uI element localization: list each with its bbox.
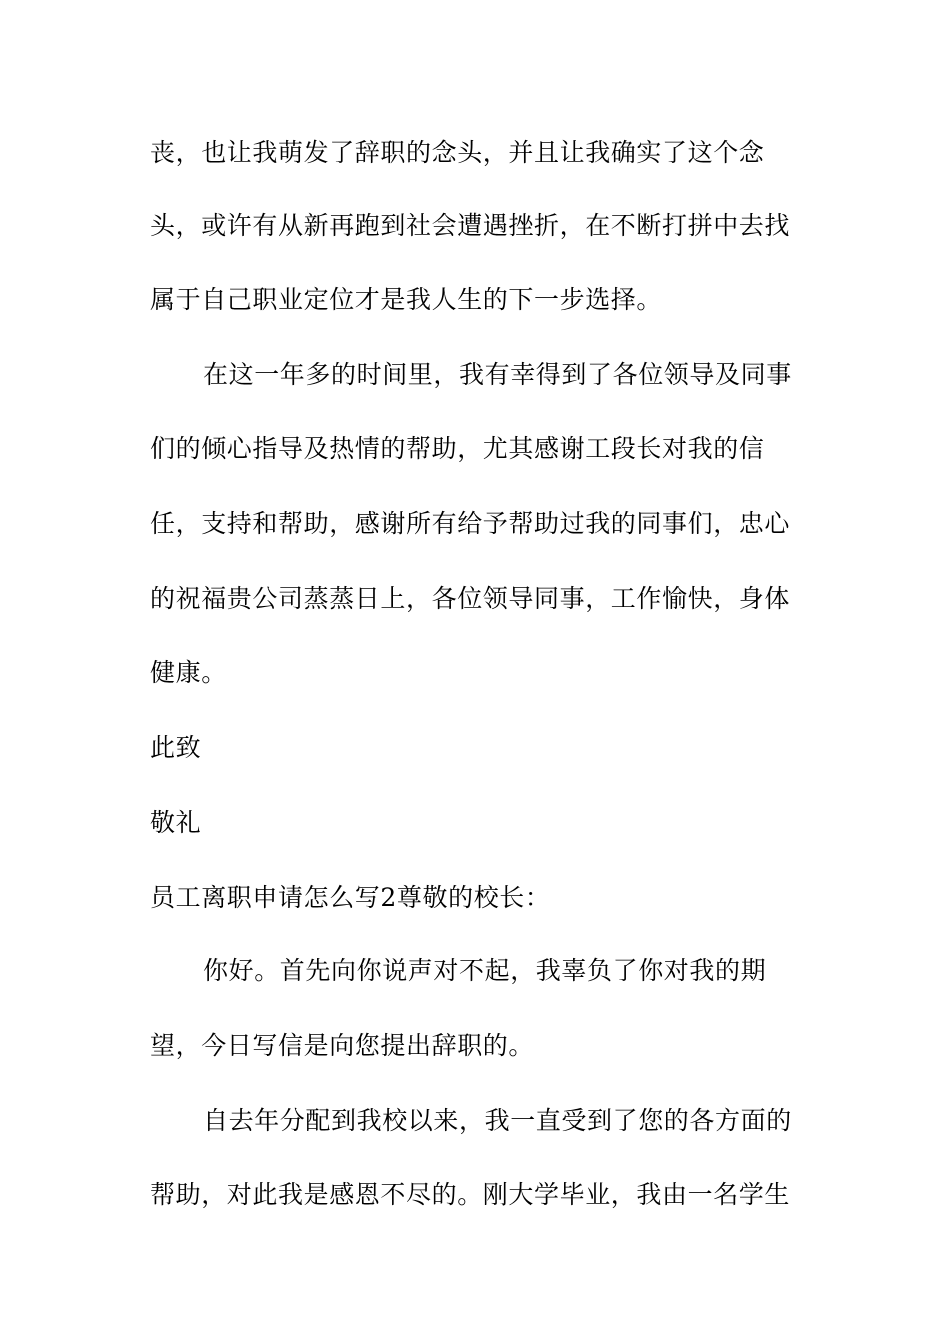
text-line: 任，支持和帮助，感谢所有给予帮助过我的同事们，忠心 bbox=[150, 509, 791, 538]
paragraph-first-line: 自去年分配到我校以来，我一直受到了您的各方面的 bbox=[203, 1106, 792, 1135]
text-line: 属于自己职业定位才是我人生的下一步选择。 bbox=[150, 285, 663, 314]
text-line: 健康。 bbox=[150, 658, 227, 687]
paragraph-first-line: 你好。首先向你说声对不起，我辜负了你对我的期 bbox=[203, 956, 767, 985]
text-line: 帮助，对此我是感恩不尽的。刚大学毕业，我由一名学生 bbox=[150, 1180, 791, 1209]
paragraph-first-line: 在这一年多的时间里，我有幸得到了各位领导及同事 bbox=[203, 360, 792, 389]
text-line: 的祝福贵公司蒸蒸日上，各位领导同事，工作愉快，身体 bbox=[150, 584, 791, 613]
section-heading: 员工离职申请怎么写2尊敬的校长： bbox=[150, 883, 551, 912]
text-line: 望，今日写信是向您提出辞职的。 bbox=[150, 1031, 535, 1060]
text-line: 丧，也让我萌发了辞职的念头，并且让我确实了这个念 bbox=[150, 138, 765, 167]
text-line: 们的倾心指导及热情的帮助，尤其感谢工段长对我的信 bbox=[150, 434, 765, 463]
text-line: 头，或许有从新再跑到社会遭遇挫折，在不断打拼中去找 bbox=[150, 211, 791, 240]
closing-line: 此致 bbox=[150, 733, 202, 762]
closing-line: 敬礼 bbox=[150, 808, 202, 837]
